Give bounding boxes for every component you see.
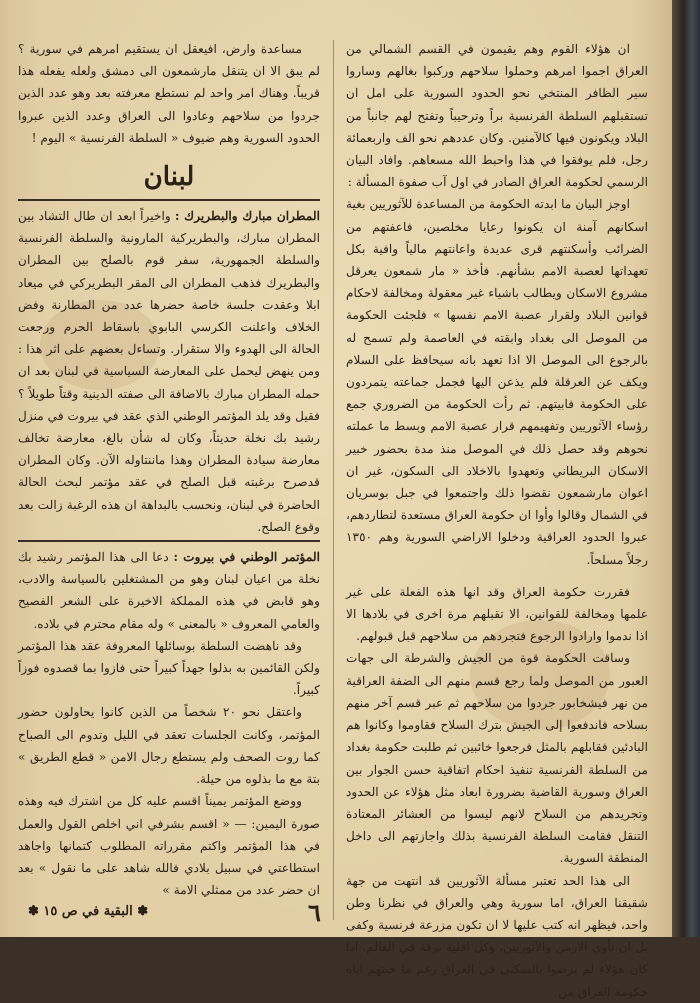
news-paragraph: واعتقل نحو ٢٠ شخصاً من الذين كانوا يحاولون حضور المؤتمر، وكانت الجلسات تعقد في الليل وتدوم الى الصباح كما روت الصحف ولم يستطع رجال الامن « قطع الطريق » بتة مع ما بذلوه من حيلة. bbox=[18, 705, 320, 787]
article-paragraph: اوجز البيان ما ابدته الحكومة من المساعدة للآثوريين بغية اسكانهم آمنة ان يكونوا رعايا مخلصين، فاعفتهم من الضرائب وأسكنتهم قرى عديدة واعانتهم مالياً وافية بكل تعهداتها لعصبة الامم بشأنهم. فأخذ « مار شمعون يعرقل مشروع الاسكان ويطالب باشياء غير معقولة ومخالفة لاحكام قوانين البلاد ولقرار عصبة الامم نفسها » فلجئت الحكومة من الموصل الى بغداد وابقته في العاصمة ولم تسمح له بالرجوع الى الموصل الا اذا تعهد بانه سيحافظ على السلام ويكف عن العرقلة فلم يذعن اليها فجمل جماعته يتمردون على الحكومة فابيتهم. ثم رأت الحكومة من الضروري جمع رؤساء الآثوريين وتفهيمهم قرار عصبة الامم وبسط ما عملته نحوهم وقد حصل ذلك في الموصل منذ مدة بحضور خبير الاسكان البريطاني وتعهدوا بالاخلاد الى السكون، غير ان اعوان مارشمعون نقضوا ذلك واجتمعوا في جبل بوسريان في الشمال وقالوا وأوا ان حكومة العراق مستعدة لتطاردهم، عبروا الحدود العراقية ودخلوا الاراضي السورية وهم ١٣٥٠ رجلاً مسلحاً. bbox=[346, 197, 648, 567]
continued-note: ✽ البقية في ص ١٥ ✽ bbox=[28, 904, 149, 919]
paragraph-lead: المؤتمر الوطني في بيروت : bbox=[173, 550, 320, 565]
book-edge bbox=[672, 0, 700, 937]
article-paragraph: الى هذا الحد تعتبر مسألة الآثوريين قد انتهت من جهة شقيقنا العراق، اما سورية وهي والعراق في نظرنا وطن واحد، فيظهر انه كتب عليها لا ان تكون مزرعة فرنسية وكفى بل ان تأوي الارمن والآثوريين، وكل اقلية نزقة في العالم. اذا كان هؤلاء لم يرضوا بالسكنى في العراق رغم ما حبتهم اياه حكومة العراق من bbox=[346, 873, 648, 999]
paragraph-lead: المطران مبارك والبطريرك : bbox=[175, 209, 321, 224]
right-column bbox=[346, 38, 648, 1003]
section-title: لبنان bbox=[143, 162, 195, 193]
intro-paragraph: مساعدة وارض، افيعقل ان يستقيم امرهم في سورية ؟ لم يبق الا ان يتنقل مارشمعون الى دمشق ولعله يفعله هذا قريباً. وهناك امر واحد لم نستطع معرفته بعد وهو عدد الذين جردوا من سلاحهم وعادوا الى العراق وعدد الذين عبروا الحدود السورية وهم ضيوف « السلطة الفرنسية » اليوم ! bbox=[18, 42, 320, 145]
paragraph-text: دعا الى هذا المؤتمر رشيد بك نخلة من اعيان لبنان وهو من المشتغلين بالسياسة والادب، وهو قابض في هذه المملكة الاخيرة على الشعر الفصيح والعامي المعروف « بالمعنى » وله مقام محترم في بلاده. bbox=[18, 550, 320, 631]
section-rule bbox=[18, 199, 320, 201]
article-paragraph: وساقت الحكومة قوة من الجيش والشرطة الى جهات العبور من الموصل ولما رجع قسم منهم الى الضفة العراقية من نهر فيشخابور جردوا من سلاحهم ثم عبر قسم آخر منهم بسلاحه فاندفعوا إلى الجيش بترك السلاح فقاوموا وكانوا هم البادئين فقابلهم بالمثل فرجعوا خائبين ثم طلبت حكومة بغداد من السلطة الفرنسية تنفيذ احكام اتفاقية حسن الجوار بين العراق وسورية القاضية بضرورة ابعاد مثل هؤلاء عن الحدود وتجريدهم من السلاح لانهم ليسوا من العشائر المعتادة التنقل فقامت السلطة الفرنسية بذلك واجازتهم الى داخل المنطقة السورية. bbox=[346, 651, 648, 866]
left-column bbox=[18, 38, 320, 901]
column-divider bbox=[333, 40, 334, 920]
article-paragraph: فقررت حكومة العراق وقد انها هذه الفعلة على غير علمها ومخالفة للقوانين، الا تقبلهم مرة اخرى في بلادها الا اذا ندموا وارادوا الرجوع فتجردهم من سلاحهم قبل قبولهم. bbox=[346, 584, 648, 644]
news-paragraph: وقد ناهضت السلطة بوسائلها المعروفة عقد هذا المؤتمر ولكن القائمين به بذلوا جهداً كبيراً حتى فازوا بما قصدوه فوزاً كبيراً. bbox=[18, 638, 320, 698]
news-paragraph bbox=[18, 205, 320, 538]
news-paragraph: ووضع المؤتمر يميناً اقسم عليه كل من اشترك فيه وهذه صورة اليمين: — « اقسم بشرفي اني اخلص القول والعمل في هذا المؤتمر واكتم مقرراته المطلوب كتمانها واجاهد استطاعتي في سبيل بلادي فالله شاهد على ما نقول » بعد ان حضر عدد من ممثلي الامة » bbox=[18, 794, 320, 898]
news-paragraph bbox=[18, 546, 320, 635]
article-paragraph: ان هؤلاء القوم وهم يقيمون في القسم الشمالي من العراق اجموا امرهم وحملوا سلاحهم وركبوا بغالهم وساروا سير الظافر المنتخي نحو الحدود السورية على امل ان تستقبلهم السلطة الفرنسية براً وترحيباً وتفتح لهم جانباً من البلاد ويكونون فيها كالآمنين. وكان عددهم نحو الف واربعمائة رجل، فلم يوفقوا في هذا واحبط الله مسعاهم. وافاد البيان الرسمي لحكومة العراق الصادر في اول آب صفوة المسألة : bbox=[346, 42, 648, 190]
page-number: ٦ bbox=[308, 898, 321, 927]
paragraph-text: واخيراً ابعد ان طال التشاد بين المطران مبارك، والبطريركية المارونية والسلطة الفرنسية والسلطة الجمهورية، سفر قوم بالصلح بين المطران والبطريرك فذهب المطران الى المقر البطريركي في ميعاد ابلا وعقدت جلسة خاصة حضرها عدد من المطارنة وفض الخلاف واعلنت الكرسي البابوي باسقاط الحرم ورجعت الحالة الى الهدوء والا ستقرار. وتساءل بعضهم على اثر هذا : ومن ينهض ليحمل على المعارضة السياسية في لبنان بعد ان حمله المطران مبارك بالاضافة الى صفته الدينية وقتاً طويلاً ؟ فقيل وقد يلد المؤتمر الوطني الذي عقد في بيروت في منزل رشيد بك نخلة حديثاً، وكان له شأن بالغ، معارضة تخالف معارضة سيادة المطران وهذا ماننتاوله الآن. وكان المطران قدصرح برغبته قبل الصلح في عقد مؤتمر لبحث الحالة الحاضرة في لبنان، ونحسب بالبداهة ان هذه الرغبة زالت بعد وقوع الصلح. bbox=[18, 209, 320, 534]
section-rule bbox=[18, 540, 320, 542]
